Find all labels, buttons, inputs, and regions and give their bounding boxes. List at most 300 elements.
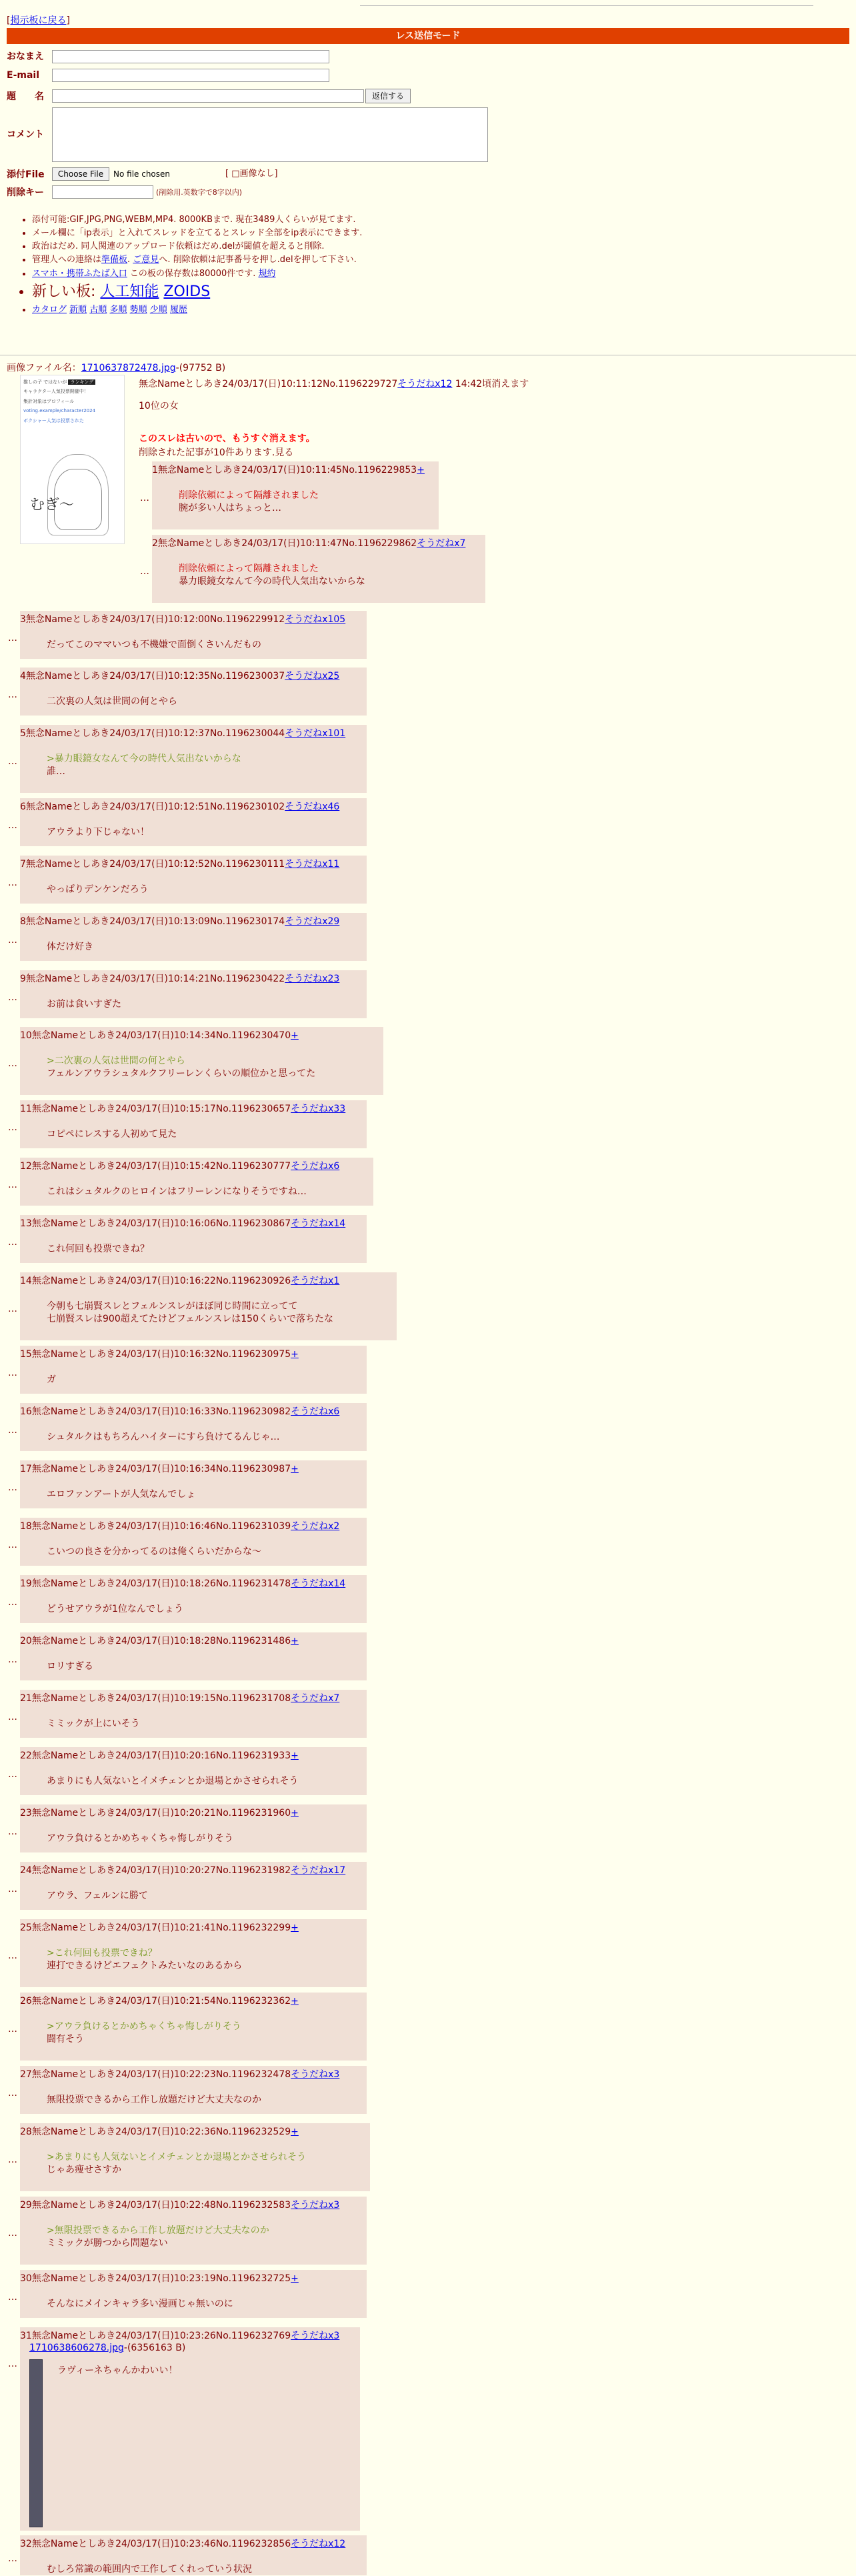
new-boards-label: 新しい板:: [32, 283, 101, 300]
comment-textarea[interactable]: [52, 107, 488, 162]
sodane-button[interactable]: +: [417, 465, 425, 475]
sodane-button[interactable]: そうだねx101: [285, 728, 346, 739]
reply-marker: …: [8, 935, 17, 946]
reply-body: [47, 1488, 195, 1501]
reply-post: [152, 535, 485, 603]
reply-post: [20, 970, 367, 1018]
history-link[interactable]: 履歴: [169, 304, 187, 315]
sodane-button[interactable]: そうだねx12: [291, 2539, 346, 2549]
reply-header: [20, 613, 345, 626]
reply-body: [47, 826, 149, 839]
opinion-link[interactable]: ご意見: [133, 255, 159, 265]
body-line: 闘有そう: [47, 2033, 84, 2045]
note-item: • 添付可能:GIF,JPG,PNG,WEBM,MP4. 8000KBまで. 現在3489人くらいが見てます.: [32, 213, 362, 227]
quote-line: >これ何回も投票できね？: [47, 1948, 157, 1959]
sort-old-link[interactable]: 古順: [89, 304, 107, 315]
reply-body: [179, 489, 319, 515]
reply-post: [20, 1403, 367, 1451]
reply-body: [47, 1055, 315, 1080]
reply-mode-bar: レス送信モード: [7, 28, 849, 44]
thumb-text: 推しの子 ではないが ランキング: [23, 379, 121, 385]
prep-board-link[interactable]: 準備板: [101, 255, 128, 265]
reply-file-link[interactable]: 1710638606278.jpg: [29, 2343, 124, 2353]
reply-header: [20, 1218, 345, 1230]
sodane-button[interactable]: そうだねx105: [285, 614, 346, 625]
board-link-ai[interactable]: 人工知能: [100, 283, 159, 300]
reply-meta[interactable]: 28無念Nameとしあき24/03/17(日)10:22:36No.1196232529: [20, 2127, 291, 2137]
body-line: ミミックが勝つから問題ない: [47, 2237, 168, 2249]
reply-header: [20, 916, 339, 928]
body-line: 誰…: [47, 766, 65, 777]
reply-post: [20, 1919, 367, 1987]
sodane-button[interactable]: そうだねx25: [285, 671, 340, 682]
hidden-notice: 削除依頼によって隔離されました: [179, 490, 319, 501]
reply-marker: …: [8, 1122, 17, 1133]
sort-many-link[interactable]: 多順: [109, 304, 127, 315]
reply-header: [20, 2199, 339, 2212]
reply-meta[interactable]: 26無念Nameとしあき24/03/17(日)10:21:54No.1196232362: [20, 1996, 291, 2007]
body-line: 体だけ好き: [47, 942, 93, 952]
reply-body: [47, 2094, 261, 2107]
reply-marker: …: [8, 1180, 17, 1190]
reply-post: [20, 1632, 367, 1680]
reply-meta[interactable]: 32無念Nameとしあき24/03/17(日)10:23:46No.1196232856: [20, 2539, 291, 2549]
file-status: No file chosen: [113, 169, 171, 179]
reply-header: [20, 728, 345, 740]
note-text: へ. 削除依頼は記事番号を押し.delを押して下さい.: [159, 255, 357, 265]
delete-key-note: (削除用.英数字で8字以内): [156, 188, 243, 197]
op-meta[interactable]: 無念Nameとしあき24/03/17(日)10:11:12No.1196229727: [139, 379, 398, 389]
reply-header: [20, 1995, 299, 2008]
op-header: [139, 378, 529, 391]
op-file-info: [7, 362, 225, 375]
reply-header: [20, 1635, 299, 1648]
sodane-button[interactable]: +: [291, 2127, 299, 2137]
quote-line: >無限投票できるから工作し放題だけど大丈夫なのか: [47, 2225, 269, 2236]
note-item: • 政治はだめ. 同人関連のアップロード依頼はだめ.delが閾値を超えると削除.: [32, 240, 362, 253]
reply-meta[interactable]: 16無念Nameとしあき24/03/17(日)10:16:33No.1196230982: [20, 1406, 291, 1417]
reply-post: [20, 1460, 367, 1508]
board-link-zoids[interactable]: ZOIDS: [163, 283, 211, 300]
reply-body: [47, 1374, 56, 1386]
reply-meta[interactable]: 7無念Nameとしあき24/03/17(日)10:12:52No.1196230111: [20, 859, 285, 870]
body-line: 無限投票できるから工作し放題だけど大丈夫なのか: [47, 2095, 261, 2105]
back-to-board-link[interactable]: 掲示板に戻る: [10, 15, 67, 26]
reply-marker: …: [8, 2228, 17, 2239]
reply-marker: …: [8, 1884, 17, 1894]
reply-marker: …: [8, 2024, 17, 2035]
thumb-text: ボクシャー人気は投票された: [23, 417, 84, 423]
back-link-wrap: [掲示板に戻る]: [7, 15, 70, 26]
sodane-button[interactable]: そうだねx23: [285, 974, 340, 984]
quote-line: >二次裏の人気は世間の何とやら: [47, 1056, 185, 1066]
reply-post: [152, 461, 439, 529]
reply-post: [20, 611, 367, 659]
sodane-button[interactable]: そうだねx6: [291, 1161, 340, 1172]
op-thumbnail[interactable]: [20, 375, 125, 544]
op-body: 10位の女: [139, 401, 179, 411]
reply-header: [20, 801, 339, 814]
reply-meta[interactable]: 4無念Nameとしあき24/03/17(日)10:12:35No.1196230037: [20, 671, 285, 682]
reply-post: [20, 1027, 383, 1095]
reply-header: [20, 2273, 299, 2285]
note-sep: .: [127, 255, 133, 265]
reply-post: [20, 1215, 367, 1263]
no-image-checkbox[interactable]: [ □画像なし]: [225, 169, 278, 179]
reply-body: [47, 1947, 242, 1973]
reply-header: [20, 1103, 345, 1116]
reply-body: [47, 1243, 149, 1256]
body-line: エロファンアートが人気なんでしょ: [47, 1489, 196, 1500]
reply-marker: …: [8, 1769, 17, 1780]
reply-marker: …: [8, 1654, 17, 1665]
reply-marker: …: [8, 2553, 17, 2564]
reply-post: [20, 2197, 367, 2265]
reply-marker: …: [8, 1425, 17, 1436]
reply-header: [20, 1578, 345, 1590]
thumb-text: voting.example/character2024: [23, 408, 96, 414]
reply-header: [20, 973, 339, 986]
sodane-button[interactable]: +: [291, 2273, 299, 2284]
reply-header: [152, 464, 425, 477]
reply-meta[interactable]: 6無念Nameとしあき24/03/17(日)10:12:51No.1196230102: [20, 802, 285, 812]
reply-meta[interactable]: 9無念Nameとしあき24/03/17(日)10:14:21No.1196230422: [20, 974, 285, 984]
reply-marker: …: [8, 1482, 17, 1493]
reply-body: [179, 563, 365, 588]
reply-body: [47, 1186, 307, 1198]
reply-body: [47, 1718, 140, 1730]
reply-header: [20, 1160, 339, 1173]
reply-body: [47, 1890, 148, 1902]
quote-line: >アウラ負けるとかめちゃくちゃ悔しがりそう: [47, 2021, 241, 2032]
reply-body: [47, 884, 149, 896]
sodane-button[interactable]: そうだねx11: [285, 859, 340, 870]
reply-post: [20, 1862, 367, 1910]
reply-header: [20, 1520, 339, 1533]
sodane-button[interactable]: そうだねx46: [285, 802, 340, 812]
reply-meta[interactable]: 11無念Nameとしあき24/03/17(日)10:15:17No.1196230657: [20, 1104, 291, 1114]
reply-meta[interactable]: 22無念Nameとしあき24/03/17(日)10:20:16No.1196231933: [20, 1750, 291, 1761]
reply-body: [47, 2225, 269, 2250]
sodane-button[interactable]: そうだねx3: [291, 2200, 340, 2211]
reply-marker: …: [8, 2292, 17, 2303]
email-label: E-mail: [7, 70, 40, 81]
reply-marker: …: [8, 690, 17, 700]
body-line: これ何回も投票できね？: [47, 1244, 149, 1254]
note-item: [32, 267, 362, 281]
reply-marker: …: [8, 1712, 17, 1722]
body-line: そんなにメインキャラ多い漫画じゃ無いのに: [47, 2299, 233, 2309]
note-text: この板の保存数は80000件です.: [127, 268, 259, 279]
hidden-notice: 削除依頼によって隔離されました: [179, 563, 319, 574]
reply-post: [20, 725, 367, 793]
reply-post: [20, 668, 367, 716]
sodane-button[interactable]: +: [291, 1750, 299, 1761]
reply-header: [20, 858, 339, 871]
reply-post: [20, 2123, 370, 2191]
reply-post: [20, 1346, 367, 1394]
reply-meta[interactable]: 20無念Nameとしあき24/03/17(日)10:18:28No.1196231486: [20, 1636, 291, 1646]
body-line: ミミックが上にいそう: [47, 1718, 140, 1729]
body-line: 七崩賢スレは900超えてたけどフェルンスレは150くらいで落ちたな: [47, 1313, 333, 1324]
reply-marker: …: [8, 2088, 17, 2099]
reply-meta[interactable]: 3無念Nameとしあき24/03/17(日)10:12:00No.1196229912: [20, 614, 285, 625]
reply-body: [47, 753, 241, 778]
body-line: アウラより下じゃない！: [47, 827, 149, 838]
reply-marker: …: [8, 1237, 17, 1248]
body-line: アウラ、フェルンに勝て: [47, 1890, 148, 1901]
reply-file-info: [29, 2342, 185, 2355]
body-line: やっぱりデンケンだろう: [47, 884, 149, 895]
reply-post: [20, 2270, 367, 2318]
reply-marker: …: [8, 1597, 17, 1608]
new-boards: [32, 281, 362, 303]
reply-post: [20, 798, 367, 846]
sort-new-link[interactable]: 新順: [69, 304, 87, 315]
op-sodane-button[interactable]: そうだねx12: [397, 379, 453, 389]
email-input[interactable]: [52, 69, 329, 82]
reply-body: [47, 1832, 233, 1845]
subject-input[interactable]: [52, 89, 364, 103]
op-file-size: -(97752 B): [175, 363, 226, 373]
reply-image-thumbnail[interactable]: [29, 2359, 43, 2527]
reply-post: [20, 1747, 367, 1795]
mobile-entrance-link[interactable]: スマホ・携帯ふたば入口: [32, 268, 127, 279]
catalog-links: [32, 303, 362, 317]
sodane-button[interactable]: そうだねx1: [291, 1276, 340, 1286]
comment-label: コメント: [7, 129, 44, 140]
reply-body: [47, 998, 121, 1011]
sodane-button[interactable]: +: [291, 1030, 299, 1041]
reply-body: [47, 696, 177, 708]
reply-post: [20, 1575, 367, 1623]
submit-button[interactable]: 返信する: [365, 89, 411, 103]
reply-meta[interactable]: 23無念Nameとしあき24/03/17(日)10:20:21No.1196231960: [20, 1808, 291, 1818]
reply-meta[interactable]: 1無念Nameとしあき24/03/17(日)10:11:45No.1196229853: [152, 465, 417, 475]
thumb-badge: ランキング: [68, 379, 95, 385]
reply-body: [47, 2563, 252, 2576]
note-text: 管理人への連絡は: [32, 255, 102, 265]
sodane-button[interactable]: そうだねx7: [417, 538, 466, 549]
choose-file-button[interactable]: Choose File: [52, 167, 109, 181]
body-line: 暴力眼鏡女なんて今の時代人気出ないからな: [179, 575, 365, 587]
reply-body: [47, 1546, 261, 1558]
quote-line: >あまりにも人気ないとイメチェンとか退場とかさせられそう: [47, 2152, 307, 2163]
reply-marker: …: [8, 820, 17, 831]
reply-meta[interactable]: 12無念Nameとしあき24/03/17(日)10:15:42No.1196230777: [20, 1161, 291, 1172]
file-label: 添付File: [7, 169, 45, 180]
reply-header: [20, 1348, 299, 1361]
reply-post: [20, 1518, 367, 1566]
sodane-button[interactable]: そうだねx3: [291, 2069, 340, 2080]
reply-meta[interactable]: 21無念Nameとしあき24/03/17(日)10:19:15No.1196231708: [20, 1693, 291, 1704]
sodane-button[interactable]: +: [291, 1349, 299, 1360]
reply-marker: …: [8, 878, 17, 888]
delete-key-input[interactable]: [52, 185, 153, 199]
body-line: だってこのママいつも不機嫌で面倒くさいんだもの: [47, 639, 261, 650]
reply-header: [20, 2126, 299, 2139]
op-warning: このスレは古いので、もうすぐ消えます。: [139, 433, 315, 444]
body-line: コピペにレスする人初めて見た: [47, 1129, 177, 1140]
thumb-text: 集計対象はプロフィール: [23, 398, 75, 404]
sodane-button[interactable]: そうだねx2: [291, 1521, 340, 1532]
sort-momentum-link[interactable]: 勢順: [129, 304, 147, 315]
reply-body: [57, 2365, 177, 2377]
reply-meta[interactable]: 24無念Nameとしあき24/03/17(日)10:20:27No.1196231982: [20, 1865, 291, 1876]
body-line: 連打できるけどエフェクトみたいなのあるから: [47, 1960, 243, 1971]
reply-header: [20, 2069, 339, 2081]
body-line: シュタルクはもちろんハイターにすら負けてるんじゃ…: [47, 1432, 280, 1442]
deleted-notice[interactable]: 削除された記事が10件あります.見る: [139, 447, 294, 458]
board-notes: [19, 213, 362, 317]
body-line: これはシュタルクのヒロインはフリーレンになりそうですね…: [47, 1186, 307, 1197]
sodane-button[interactable]: そうだねx7: [291, 1693, 340, 1704]
sodane-button[interactable]: そうだねx33: [291, 1104, 346, 1114]
reply-meta[interactable]: 17無念Nameとしあき24/03/17(日)10:16:34No.1196230987: [20, 1464, 291, 1474]
body-line: 今朝も七崩賢スレとフェルンスレがほぼ同じ時間に立ってて: [47, 1301, 298, 1312]
reply-body: [47, 1128, 177, 1141]
reply-marker: …: [8, 633, 17, 643]
reply-body: [47, 2021, 241, 2046]
reply-header: [20, 1692, 339, 1705]
reply-post: [20, 856, 367, 904]
reply-marker: …: [140, 493, 149, 503]
reply-marker: …: [8, 2359, 17, 2369]
reply-meta[interactable]: 8無念Nameとしあき24/03/17(日)10:13:09No.1196230174: [20, 916, 285, 927]
reply-marker: …: [8, 992, 17, 1003]
body-line: ロリすぎる: [47, 1661, 93, 1672]
sodane-button[interactable]: +: [291, 1808, 299, 1818]
body-line: むしろ常識の範囲内で工作してくれっていう状況: [47, 2564, 252, 2575]
name-input[interactable]: [52, 50, 329, 63]
body-line: どうせアウラが1位なんでしょう: [47, 1604, 183, 1614]
reply-body: [47, 639, 261, 652]
reply-post: [20, 2327, 360, 2531]
body-line: じゃあ痩せさすか: [47, 2164, 121, 2175]
sodane-button[interactable]: +: [291, 1996, 299, 2007]
reply-marker: …: [8, 1540, 17, 1550]
reply-header: [20, 2330, 339, 2343]
note-item: • メール欄に「ip表示」と入れてスレッドを立てるとスレッド全部をip表示にできます.: [32, 227, 362, 240]
reply-body: [47, 2151, 306, 2177]
reply-post: [20, 2535, 367, 2575]
reply-header: [20, 1922, 299, 1935]
reply-meta[interactable]: 18無念Nameとしあき24/03/17(日)10:16:46No.1196231039: [20, 1521, 291, 1532]
quote-line: >暴力眼鏡女なんて今の時代人気出ないからな: [47, 754, 241, 764]
sort-few-link[interactable]: 少順: [149, 304, 167, 315]
reply-marker: …: [8, 756, 17, 767]
name-label: おなまえ: [7, 51, 44, 62]
reply-header: [152, 537, 465, 550]
reply-meta[interactable]: 15無念Nameとしあき24/03/17(日)10:16:32No.1196230975: [20, 1349, 291, 1360]
top-rule: [360, 5, 813, 6]
reply-marker: …: [8, 1951, 17, 1961]
op-file-link[interactable]: 1710637872478.jpg: [81, 363, 176, 373]
reply-marker: …: [140, 566, 149, 577]
sodane-button[interactable]: +: [291, 1922, 299, 1933]
reply-file-size: -(6356163 B): [123, 2343, 186, 2353]
reply-header: [20, 1406, 339, 1418]
body-line: ガ: [47, 1374, 56, 1385]
reply-body: [47, 941, 93, 954]
reply-meta[interactable]: 10無念Nameとしあき24/03/17(日)10:14:34No.1196230470: [20, 1030, 291, 1041]
reply-meta[interactable]: 19無念Nameとしあき24/03/17(日)10:18:26No.1196231478: [20, 1578, 291, 1589]
reply-meta[interactable]: 27無念Nameとしあき24/03/17(日)10:22:23No.1196232478: [20, 2069, 291, 2080]
reply-post: [20, 1993, 367, 2061]
rules-link[interactable]: 規約: [258, 268, 276, 279]
reply-meta[interactable]: 30無念Nameとしあき24/03/17(日)10:23:19No.1196232725: [20, 2273, 291, 2284]
reply-header: [20, 1030, 299, 1042]
reply-marker: …: [8, 1058, 17, 1069]
sodane-button[interactable]: +: [291, 1464, 299, 1474]
op-file-prefix: 画像ファイル名：: [7, 363, 81, 373]
reply-meta[interactable]: 14無念Nameとしあき24/03/17(日)10:16:22No.1196230926: [20, 1276, 291, 1286]
reply-header: [20, 1807, 299, 1820]
reply-body: [47, 1431, 279, 1444]
reply-header: [20, 1275, 339, 1288]
reply-meta[interactable]: 13無念Nameとしあき24/03/17(日)10:16:06No.1196230867: [20, 1218, 291, 1229]
reply-body: [47, 1603, 183, 1616]
reply-post: [20, 1100, 367, 1148]
reply-marker: …: [8, 1826, 17, 1837]
sodane-button[interactable]: そうだねx3: [291, 2331, 340, 2341]
sodane-button[interactable]: そうだねx29: [285, 916, 340, 927]
body-line: フェルンアウラシュタルクフリーレンくらいの順位かと思ってた: [47, 1068, 316, 1079]
reply-meta[interactable]: 2無念Nameとしあき24/03/17(日)10:11:47No.1196229862: [152, 538, 417, 549]
thumb-text: キャラクター人気投票開催中！: [23, 389, 89, 395]
reply-body: [47, 2298, 233, 2311]
reply-meta[interactable]: 25無念Nameとしあき24/03/17(日)10:21:41No.1196232299: [20, 1922, 291, 1933]
reply-body: [47, 1660, 93, 1673]
reply-header: [20, 670, 339, 683]
body-line: 二次裏の人気は世間の何とやら: [47, 696, 177, 707]
sodane-button[interactable]: +: [291, 1636, 299, 1646]
sodane-button[interactable]: そうだねx17: [291, 1865, 346, 1876]
reply-marker: …: [8, 1304, 17, 1314]
reply-body: [47, 1300, 333, 1326]
reply-post: [20, 1690, 367, 1738]
signature-mark: むぎ〜: [30, 497, 75, 513]
body-line: ラヴィーネちゃんかわいい！: [57, 2365, 178, 2376]
reply-meta[interactable]: 29無念Nameとしあき24/03/17(日)10:22:48No.1196232583: [20, 2200, 291, 2211]
note-item: [32, 253, 362, 267]
reply-meta[interactable]: 31無念Nameとしあき24/03/17(日)10:23:26No.1196232769: [20, 2331, 291, 2341]
sodane-button[interactable]: そうだねx14: [291, 1218, 346, 1229]
reply-meta[interactable]: 5無念Nameとしあき24/03/17(日)10:12:37No.1196230044: [20, 728, 285, 739]
reply-post: [20, 2066, 367, 2114]
reply-header: [20, 1463, 299, 1476]
reply-header: [20, 1864, 345, 1877]
reply-post: [20, 1158, 373, 1206]
op-expire: 14:42頃消えます: [452, 379, 529, 389]
reply-marker: …: [8, 2155, 17, 2165]
reply-marker: …: [8, 1368, 17, 1378]
sodane-button[interactable]: そうだねx14: [291, 1578, 346, 1589]
body-line: 腕が多い人はちょっと…: [179, 502, 281, 513]
subject-label: 題 名: [7, 91, 44, 102]
body-line: お前は食いすぎた: [47, 999, 121, 1010]
catalog-link[interactable]: カタログ: [32, 304, 67, 315]
reply-post: [20, 913, 367, 961]
delete-key-label: 削除キー: [7, 187, 44, 198]
sodane-button[interactable]: そうだねx6: [291, 1406, 340, 1417]
reply-post: [20, 1272, 397, 1340]
reply-body: [47, 1775, 298, 1788]
body-line: アウラ負けるとかめちゃくちゃ悔しがりそう: [47, 1833, 233, 1844]
reply-header: [20, 1750, 299, 1762]
body-line: あまりにも人気ないとイメチェンとか退場とかさせられそう: [47, 1776, 299, 1786]
reply-post: [20, 1804, 367, 1852]
